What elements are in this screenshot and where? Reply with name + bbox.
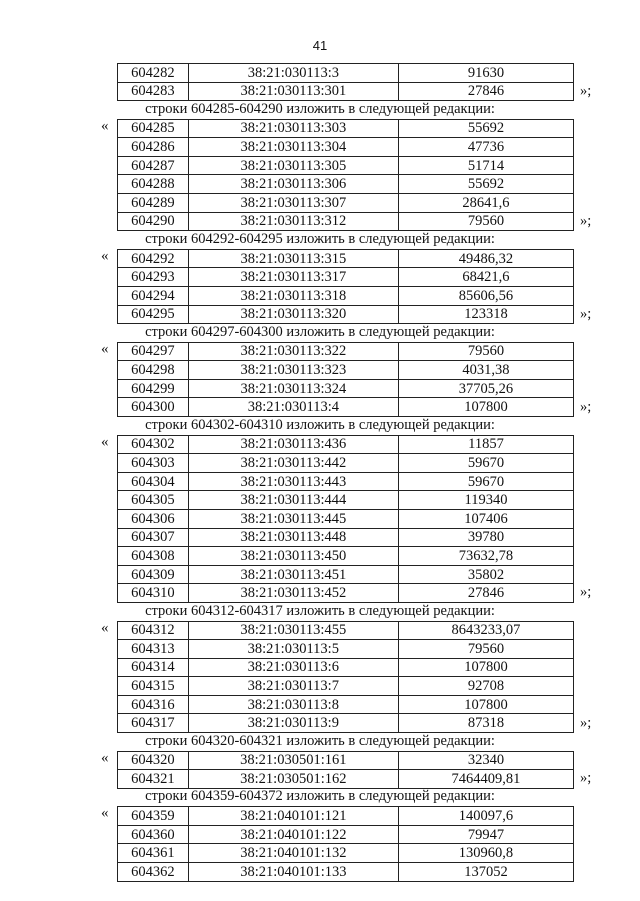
cadastral-number-cell: 38:21:030113:324 (188, 379, 398, 398)
close-quote-mark: »; (580, 82, 592, 99)
value-cell: 28641,6 (398, 194, 573, 213)
value-cell: 137052 (398, 863, 573, 882)
table-row (118, 528, 574, 547)
cadastral-number-cell: 38:21:030113:322 (188, 342, 398, 361)
table-row (118, 658, 574, 677)
value-cell: 107800 (398, 658, 573, 677)
cadastral-number-cell: 38:21:030113:301 (188, 82, 398, 101)
cadastral-number-cell: 38:21:030113:7 (188, 677, 398, 696)
open-quote-mark: « (101, 619, 109, 636)
value-cell: 7464409,81 (398, 770, 573, 789)
table-row (118, 175, 574, 194)
data-table (117, 435, 574, 603)
table-row (118, 677, 574, 696)
open-quote-mark: « (101, 340, 109, 357)
close-quote-mark: »; (580, 305, 592, 322)
table-row (118, 807, 574, 826)
table-row (118, 361, 574, 380)
close-quote-mark: »; (580, 584, 592, 601)
value-cell: 32340 (398, 751, 573, 770)
cadastral-number-cell: 38:21:040101:133 (188, 863, 398, 882)
row-number-cell: 604295 (118, 305, 189, 324)
row-number-cell: 604293 (118, 268, 189, 287)
table-row (118, 156, 574, 175)
row-number-cell: 604361 (118, 844, 189, 863)
value-cell: 107800 (398, 398, 573, 417)
table-row (118, 547, 574, 566)
row-number-cell: 604360 (118, 825, 189, 844)
table-row (118, 825, 574, 844)
row-number-cell: 604310 (118, 584, 189, 603)
row-number-cell: 604304 (118, 472, 189, 491)
data-table (117, 751, 574, 789)
row-number-cell: 604309 (118, 565, 189, 584)
cadastral-number-cell: 38:21:030113:305 (188, 156, 398, 175)
table-row (118, 342, 574, 361)
cadastral-number-cell: 38:21:030113:443 (188, 472, 398, 491)
value-cell: 79560 (398, 640, 573, 659)
value-cell: 59670 (398, 454, 573, 473)
section-heading: строки 604302-604310 изложить в следующей редакции: (145, 416, 495, 433)
table-row (118, 640, 574, 659)
data-table (117, 63, 574, 101)
row-number-cell: 604317 (118, 714, 189, 733)
value-cell: 107800 (398, 695, 573, 714)
table-row (118, 119, 574, 138)
table-row (118, 194, 574, 213)
open-quote-mark: « (101, 117, 109, 134)
row-number-cell: 604294 (118, 286, 189, 305)
cadastral-number-cell: 38:21:030113:452 (188, 584, 398, 603)
value-cell: 4031,38 (398, 361, 573, 380)
cadastral-number-cell: 38:21:040101:132 (188, 844, 398, 863)
table-row (118, 268, 574, 287)
data-table (117, 342, 574, 417)
data-table (117, 249, 574, 324)
table-row (118, 249, 574, 268)
close-quote-mark: »; (580, 212, 592, 229)
section-heading: строки 604297-604300 изложить в следующей редакции: (145, 323, 495, 340)
cadastral-number-cell: 38:21:030113:436 (188, 435, 398, 454)
cadastral-number-cell: 38:21:040101:122 (188, 825, 398, 844)
value-cell: 107406 (398, 509, 573, 528)
value-cell: 55692 (398, 175, 573, 194)
cadastral-number-cell: 38:21:030113:450 (188, 547, 398, 566)
value-cell: 123318 (398, 305, 573, 324)
cadastral-number-cell: 38:21:030113:442 (188, 454, 398, 473)
table-row (118, 212, 574, 231)
value-cell: 79560 (398, 342, 573, 361)
section-heading: строки 604312-604317 изложить в следующей редакции: (145, 602, 495, 619)
table-row (118, 844, 574, 863)
cadastral-number-cell: 38:21:030113:451 (188, 565, 398, 584)
row-number-cell: 604292 (118, 249, 189, 268)
row-number-cell: 604314 (118, 658, 189, 677)
value-cell: 85606,56 (398, 286, 573, 305)
table-row (118, 714, 574, 733)
row-number-cell: 604285 (118, 119, 189, 138)
cadastral-number-cell: 38:21:030113:312 (188, 212, 398, 231)
table-row (118, 64, 574, 83)
table-row (118, 82, 574, 101)
row-number-cell: 604320 (118, 751, 189, 770)
row-number-cell: 604290 (118, 212, 189, 231)
value-cell: 91630 (399, 64, 574, 83)
cadastral-number-cell: 38:21:030113:303 (188, 119, 398, 138)
cadastral-number-cell: 38:21:030501:162 (188, 770, 398, 789)
table-row (118, 491, 574, 510)
table-row (118, 509, 574, 528)
value-cell: 51714 (398, 156, 573, 175)
row-number-cell: 604298 (118, 361, 189, 380)
cadastral-number-cell: 38:21:030113:304 (188, 138, 398, 157)
row-number-cell: 604289 (118, 194, 189, 213)
cadastral-number-cell: 38:21:030113:445 (188, 509, 398, 528)
cadastral-number-cell: 38:21:030113:4 (188, 398, 398, 417)
table-row (118, 286, 574, 305)
row-number-cell: 604282 (118, 64, 189, 83)
value-cell: 27846 (399, 82, 574, 101)
row-number-cell: 604288 (118, 175, 189, 194)
cadastral-number-cell: 38:21:030113:306 (188, 175, 398, 194)
data-table (117, 806, 574, 881)
page-number: 41 (312, 38, 328, 53)
close-quote-mark: »; (580, 770, 592, 787)
row-number-cell: 604321 (118, 770, 189, 789)
cadastral-number-cell: 38:21:030113:315 (188, 249, 398, 268)
row-number-cell: 604308 (118, 547, 189, 566)
table-row (118, 398, 574, 417)
open-quote-mark: « (101, 433, 109, 450)
table-row (118, 565, 574, 584)
table-row (118, 695, 574, 714)
value-cell: 39780 (398, 528, 573, 547)
row-number-cell: 604300 (118, 398, 189, 417)
table-row (118, 138, 574, 157)
close-quote-mark: »; (580, 714, 592, 731)
table-row (118, 621, 574, 640)
row-number-cell: 604302 (118, 435, 189, 454)
cadastral-number-cell: 38:21:030501:161 (188, 751, 398, 770)
row-number-cell: 604305 (118, 491, 189, 510)
value-cell: 27846 (398, 584, 573, 603)
cadastral-number-cell: 38:21:030113:317 (188, 268, 398, 287)
table-row (118, 584, 574, 603)
value-cell: 140097,6 (398, 807, 573, 826)
value-cell: 119340 (398, 491, 573, 510)
cadastral-number-cell: 38:21:030113:307 (188, 194, 398, 213)
value-cell: 130960,8 (398, 844, 573, 863)
value-cell: 73632,78 (398, 547, 573, 566)
row-number-cell: 604315 (118, 677, 189, 696)
cadastral-number-cell: 38:21:030113:8 (188, 695, 398, 714)
value-cell: 68421,6 (398, 268, 573, 287)
table-row (118, 863, 574, 882)
row-number-cell: 604362 (118, 863, 189, 882)
cadastral-number-cell: 38:21:030113:9 (188, 714, 398, 733)
table-row (118, 454, 574, 473)
cadastral-number-cell: 38:21:030113:320 (188, 305, 398, 324)
section-heading: строки 604285-604290 изложить в следующей редакции: (145, 100, 495, 117)
open-quote-mark: « (101, 247, 109, 264)
row-number-cell: 604313 (118, 640, 189, 659)
value-cell: 55692 (398, 119, 573, 138)
table-row (118, 751, 574, 770)
table-row (118, 379, 574, 398)
table-row (118, 435, 574, 454)
cadastral-number-cell: 38:21:040101:121 (188, 807, 398, 826)
table-row (118, 770, 574, 789)
table-row (118, 472, 574, 491)
cadastral-number-cell: 38:21:030113:323 (188, 361, 398, 380)
row-number-cell: 604297 (118, 342, 189, 361)
row-number-cell: 604303 (118, 454, 189, 473)
row-number-cell: 604286 (118, 138, 189, 157)
table-row (118, 305, 574, 324)
value-cell: 59670 (398, 472, 573, 491)
value-cell: 8643233,07 (398, 621, 573, 640)
cadastral-number-cell: 38:21:030113:5 (188, 640, 398, 659)
row-number-cell: 604287 (118, 156, 189, 175)
cadastral-number-cell: 38:21:030113:6 (188, 658, 398, 677)
value-cell: 49486,32 (398, 249, 573, 268)
data-table (117, 119, 574, 232)
open-quote-mark: « (101, 805, 109, 822)
row-number-cell: 604316 (118, 695, 189, 714)
value-cell: 92708 (398, 677, 573, 696)
row-number-cell: 604359 (118, 807, 189, 826)
row-number-cell: 604299 (118, 379, 189, 398)
data-table (117, 621, 574, 734)
section-heading: строки 604320-604321 изложить в следующей редакции: (145, 732, 495, 749)
value-cell: 87318 (398, 714, 573, 733)
row-number-cell: 604283 (118, 82, 189, 101)
value-cell: 37705,26 (398, 379, 573, 398)
open-quote-mark: « (101, 749, 109, 766)
cadastral-number-cell: 38:21:030113:455 (188, 621, 398, 640)
row-number-cell: 604312 (118, 621, 189, 640)
value-cell: 35802 (398, 565, 573, 584)
cadastral-number-cell: 38:21:030113:444 (188, 491, 398, 510)
value-cell: 11857 (398, 435, 573, 454)
section-heading: строки 604292-604295 изложить в следующей редакции: (145, 230, 495, 247)
row-number-cell: 604306 (118, 509, 189, 528)
value-cell: 79560 (398, 212, 573, 231)
close-quote-mark: »; (580, 398, 592, 415)
cadastral-number-cell: 38:21:030113:318 (188, 286, 398, 305)
row-number-cell: 604307 (118, 528, 189, 547)
cadastral-number-cell: 38:21:030113:448 (188, 528, 398, 547)
value-cell: 47736 (398, 138, 573, 157)
value-cell: 79947 (398, 825, 573, 844)
section-heading: строки 604359-604372 изложить в следующей редакции: (145, 788, 495, 805)
cadastral-number-cell: 38:21:030113:3 (188, 64, 398, 83)
